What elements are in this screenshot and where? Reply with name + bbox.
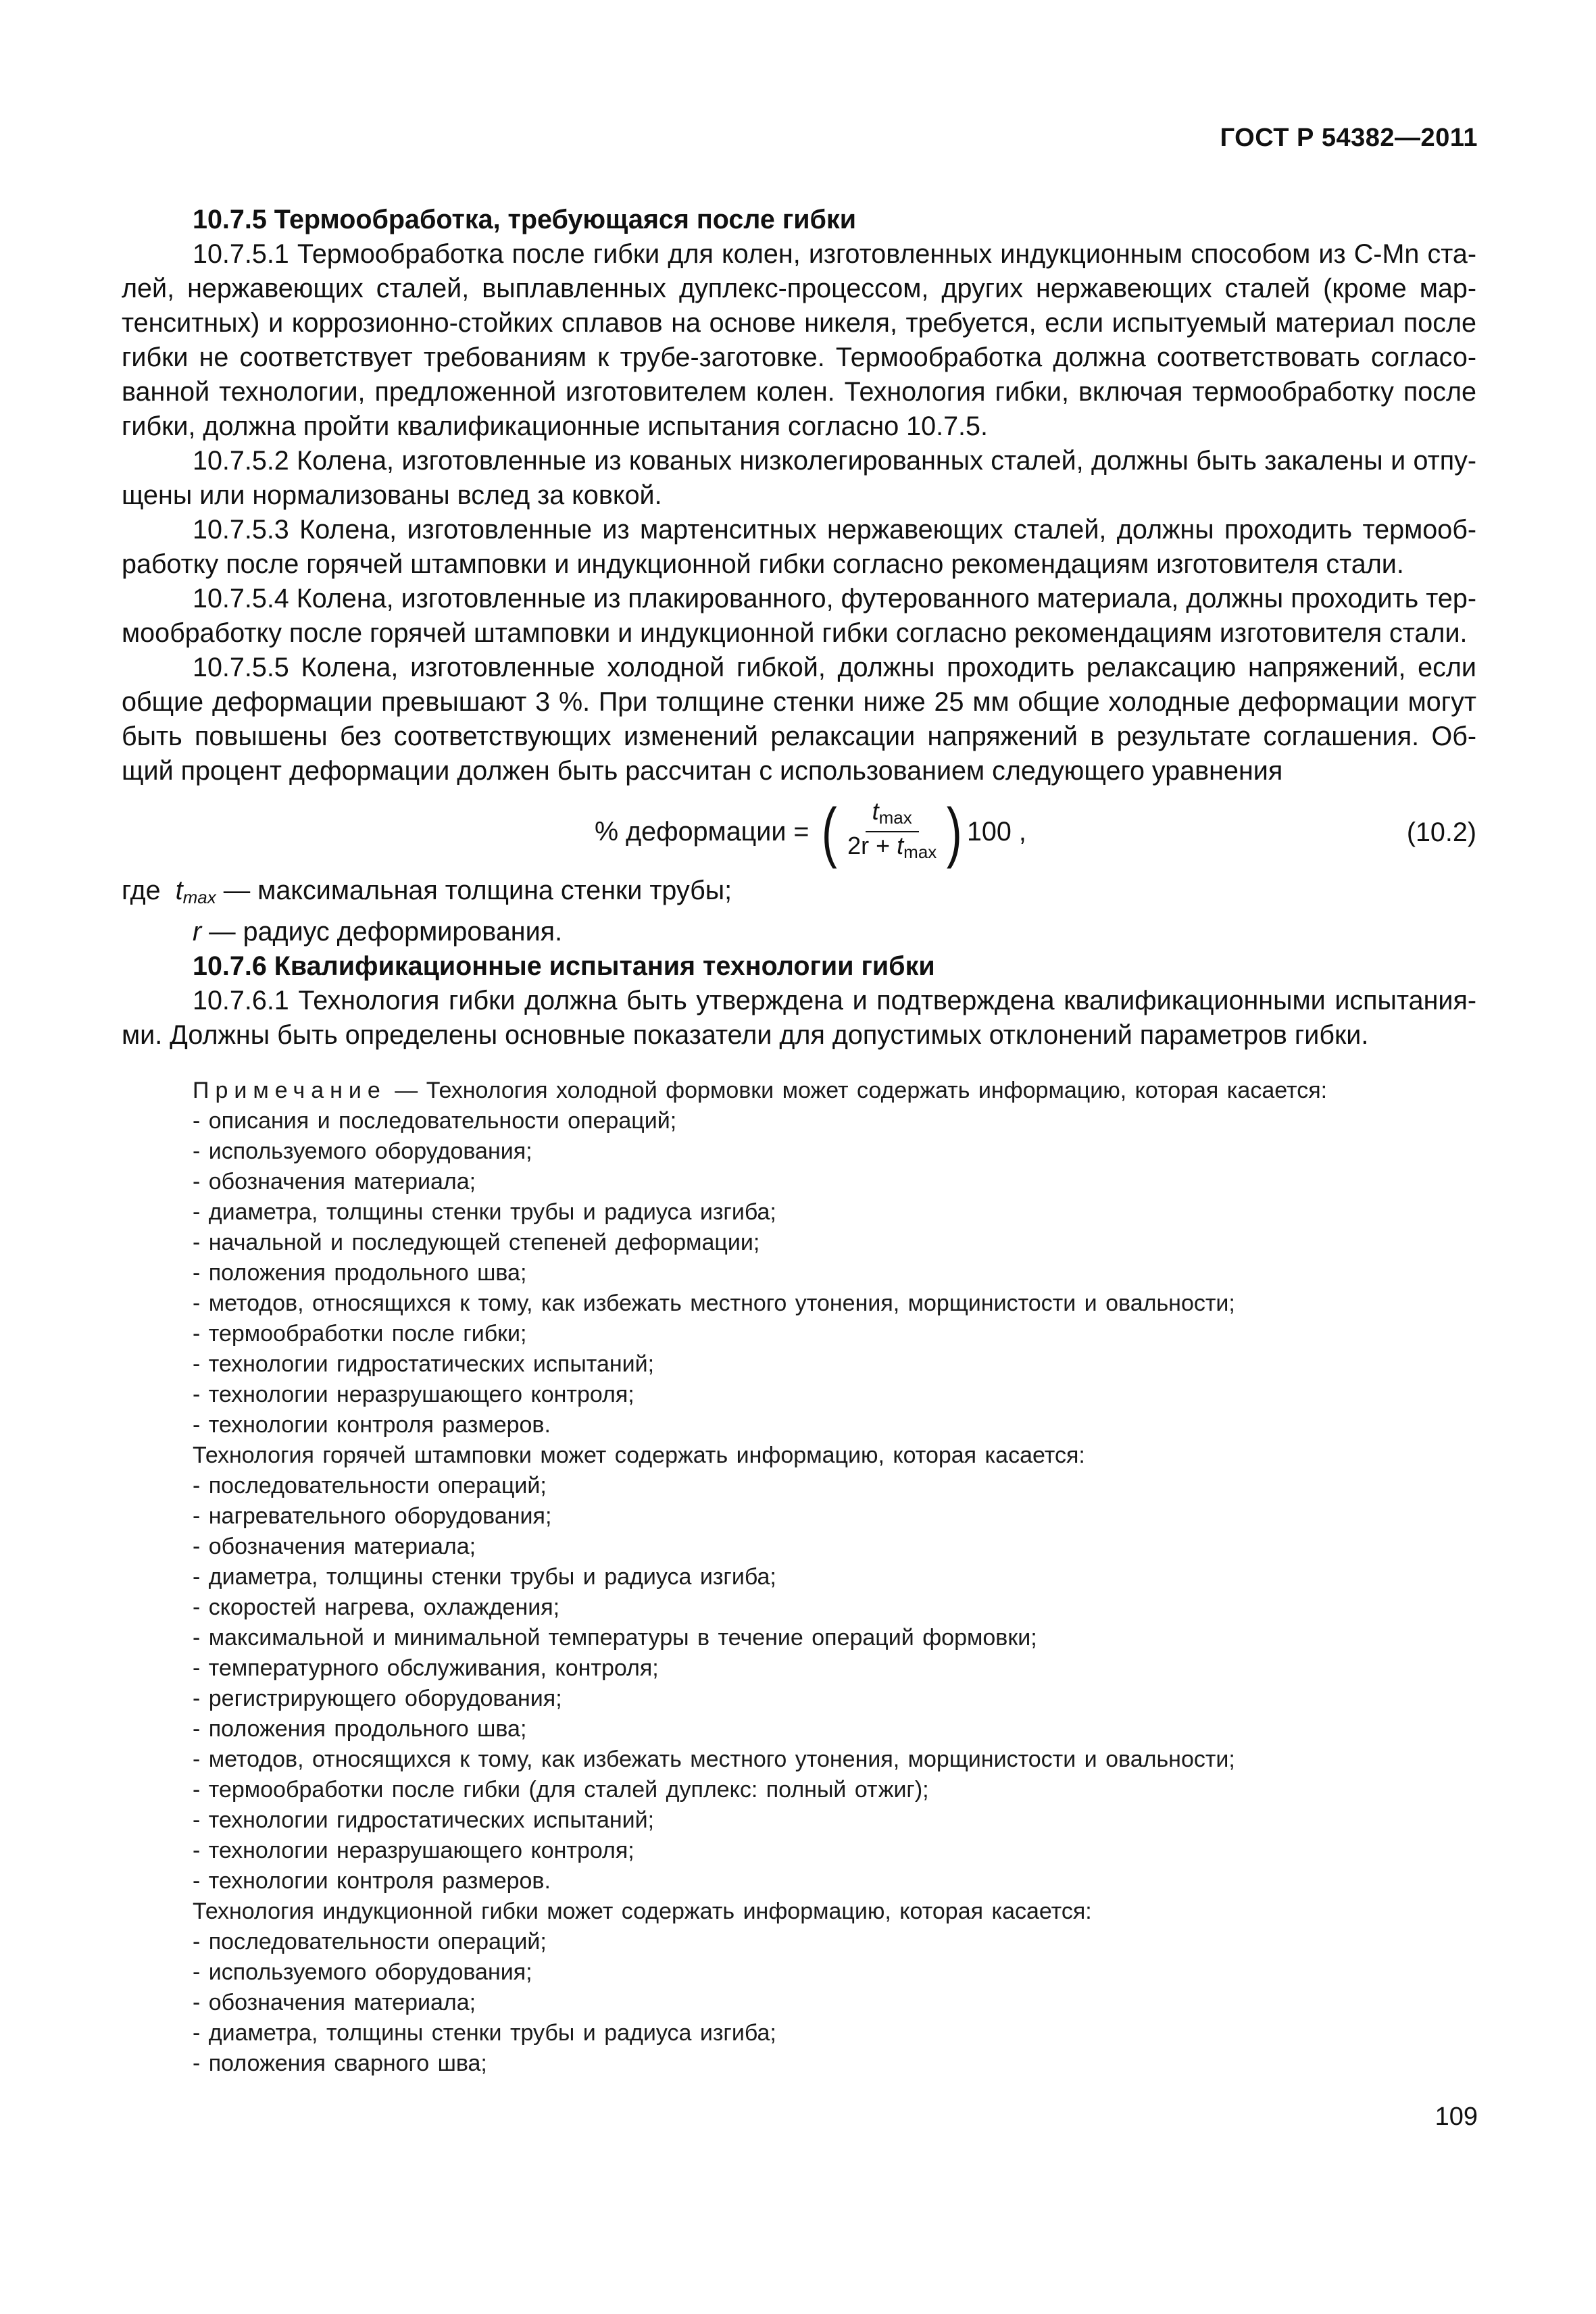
where-t-sub: max <box>182 887 216 907</box>
paragraph-10-7-5-3: 10.7.5.3 Колена, изготовленные из мартенситных нержавеющих сталей, должны проходить термооб-работку после горячей штамповки и индукционной гибки согласно рекомендациям изготовителя стали. <box>122 515 1476 579</box>
induction-bending-intro: Технология индукционной гибки может содержать информацию, которая касается: <box>193 1898 1092 1924</box>
paragraph-10-7-5-2: 10.7.5.2 Колена, изготовленные из кованых низколегированных сталей, должны быть закалены и отпу-щены или нормализованы вслед за ковкой. <box>122 446 1476 510</box>
note-list-item: - диаметра, толщины стенки трубы и радиуса изгиба; <box>193 2020 776 2046</box>
hot-stamping-intro: Технология горячей штамповки может содержать информацию, которая касается: <box>193 1442 1085 1468</box>
document-header-standard: ГОСТ Р 54382—2011 <box>1220 124 1478 152</box>
where-r-desc: — радиус деформирования. <box>201 917 563 947</box>
note-list-item: - положения продольного шва; <box>193 1716 527 1742</box>
note-list-item: - последовательности операций; <box>193 1473 547 1499</box>
note-list-item: - положения сварного шва; <box>193 2051 487 2076</box>
note-list-item: - обозначения материала; <box>193 1990 476 2015</box>
where-prefix: где <box>122 876 161 905</box>
hot-stamping-list <box>193 1471 1476 1896</box>
note-list-item: - методов, относящихся к тому, как избежать местного утонения, морщинистости и овальности; <box>193 1746 1235 1772</box>
paragraph-10-7-5-1: 10.7.5.1 Термообработка после гибки для колен, изготовленных индукционным способом из C-Mn ста-лей, нержавеющих сталей, выплавленных дуплекс-процессом, других нержавеющих сталей (кроме мар-тенситных) и коррозионно-стойких сплавов на основе никеля, требуется, если испытуемый материал после гибки не соответствует требованиям к трубе-заготовке. Термообработка должна соответствовать согласо-ванной технологии, предложенной изготовителем колен. Технология гибки, включая термообработку после гибки, должна пройти квалификационные испытания согласно 10.7.5. <box>122 239 1476 441</box>
formula-fraction <box>843 798 941 865</box>
page-number: 109 <box>1435 2103 1478 2131</box>
note-list-item: - используемого оборудования; <box>193 1138 532 1164</box>
induction-bending-list <box>193 1927 1476 2079</box>
note-list-item: - диаметра, толщины стенки трубы и радиуса изгиба; <box>193 1564 776 1590</box>
formula-coefficient: 100 , <box>966 816 1026 847</box>
note-list-item: - нагревательного оборудования; <box>193 1503 552 1529</box>
section-heading-10-7-5: 10.7.5 Термообработка, требующаяся после гибки <box>193 205 857 234</box>
note-list-item: - описания и последовательности операций; <box>193 1108 677 1134</box>
note-intro-line <box>193 1076 1476 1106</box>
note-list-item: - начальной и последующей степеней деформации; <box>193 1230 760 1255</box>
note-block <box>122 1076 1476 2079</box>
right-paren: ) <box>947 795 963 869</box>
denominator-sub: max <box>903 842 937 862</box>
equation-number: (10.2) <box>1406 818 1476 847</box>
left-paren: ( <box>822 795 838 869</box>
formula-lhs: % деформации = <box>595 816 809 847</box>
note-list-item: - обозначения материала; <box>193 1534 476 1559</box>
cold-forming-list <box>193 1106 1476 1440</box>
denominator-prefix: 2r + <box>847 832 897 859</box>
note-list-item: - максимальной и минимальной температуры в течение операций формовки; <box>193 1625 1037 1651</box>
note-title: Примечание <box>193 1078 386 1103</box>
page-body <box>122 203 1476 2079</box>
note-list-item: - регистрирующего оборудования; <box>193 1686 562 1711</box>
where-t-max <box>122 874 1476 915</box>
note-list-item: - технологии неразрушающего контроля; <box>193 1838 634 1863</box>
paragraph-10-7-5-4: 10.7.5.4 Колена, изготовленные из плакированного, футерованного материала, должны проходить тер-мообработку после горячей штамповки и индукционной гибки согласно рекомендациям изготовителя стали. <box>122 584 1476 648</box>
note-list-item: - технологии гидростатических испытаний; <box>193 1351 655 1377</box>
note-list-item: - термообработки после гибки; <box>193 1321 527 1347</box>
note-list-item: - термообработки после гибки (для сталей дуплекс: полный отжиг); <box>193 1777 929 1803</box>
denominator-var: t <box>897 832 904 859</box>
where-t-var: t <box>175 876 183 905</box>
where-r <box>122 915 1476 949</box>
note-list-item: - скоростей нагрева, охлаждения; <box>193 1594 560 1620</box>
note-list-item: - методов, относящихся к тому, как избежать местного утонения, морщинистости и овальности; <box>193 1290 1235 1316</box>
numerator-var: t <box>872 797 879 825</box>
note-list-item: - технологии гидростатических испытаний; <box>193 1807 655 1833</box>
where-t-desc: — максимальная толщина стенки трубы; <box>216 876 732 905</box>
note-list-item: - последовательности операций; <box>193 1929 547 1955</box>
note-list-item: - технологии контроля размеров. <box>193 1412 551 1438</box>
fraction-numerator <box>866 798 919 832</box>
note-list-item: - диаметра, толщины стенки трубы и радиуса изгиба; <box>193 1199 776 1225</box>
equation-10-2 <box>122 795 1476 868</box>
note-list-item: - используемого оборудования; <box>193 1959 532 1985</box>
paragraph-10-7-5-5: 10.7.5.5 Колена, изготовленные холодной гибкой, должны проходить релаксацию напряжений, если общие деформации превышают 3 %. При толщине стенки ниже 25 мм общие холодные деформации могут быть повышены без соответствующих изменений релаксации напряжений в результате соглашения. Об-щий процент деформации должен быть рассчитан с использованием следующего уравнения <box>122 653 1476 786</box>
deformation-formula <box>595 795 1026 868</box>
note-list-item: - температурного обслуживания, контроля; <box>193 1655 659 1681</box>
note-list-item: - технологии контроля размеров. <box>193 1868 551 1894</box>
note-list-item: - обозначения материала; <box>193 1169 476 1194</box>
fraction-denominator <box>843 832 941 865</box>
paragraph-10-7-6-1: 10.7.6.1 Технология гибки должна быть утверждена и подтверждена квалификационными испытания-ми. Должны быть определены основные показатели для допустимых отклонений параметров гибки. <box>122 986 1476 1050</box>
section-heading-10-7-6: 10.7.6 Квалификационные испытания технологии гибки <box>193 951 935 981</box>
where-r-var: r <box>193 917 202 947</box>
note-list-item: - положения продольного шва; <box>193 1260 527 1286</box>
numerator-sub: max <box>878 807 912 828</box>
note-list-item: - технологии неразрушающего контроля; <box>193 1382 634 1407</box>
note-intro: — Технология холодной формовки может содержать информацию, которая касается: <box>386 1078 1328 1103</box>
